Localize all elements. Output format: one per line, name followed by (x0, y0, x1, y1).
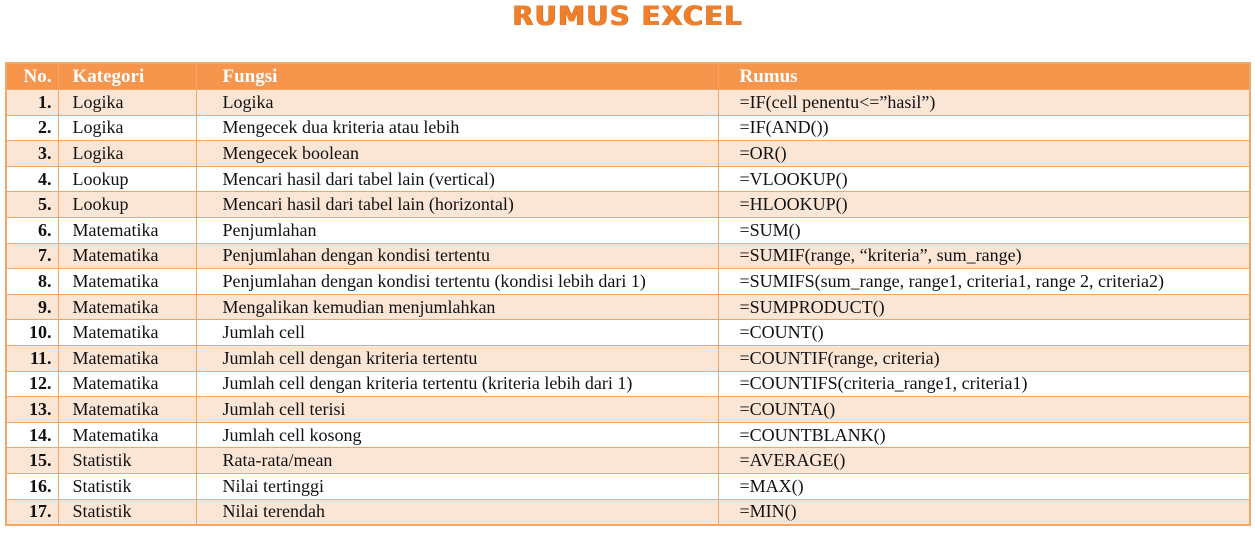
table-body (6, 90, 1250, 526)
cell-rumus: =IF(AND()) (718, 115, 1250, 141)
cell-rumus: =IF(cell penentu<=”hasil”) (718, 90, 1250, 116)
formula-table (5, 62, 1251, 526)
cell-fungsi: Jumlah cell terisi (196, 397, 718, 423)
cell-kategori: Matematika (58, 397, 196, 423)
column-header-kategori: Kategori (58, 63, 196, 90)
cell-no: 17. (6, 499, 58, 525)
cell-rumus: =OR() (718, 141, 1250, 167)
cell-rumus: =VLOOKUP() (718, 166, 1250, 192)
table-row (6, 269, 1250, 295)
table-row (6, 115, 1250, 141)
cell-no: 2. (6, 115, 58, 141)
cell-rumus: =AVERAGE() (718, 448, 1250, 474)
cell-fungsi: Logika (196, 90, 718, 116)
table-row (6, 397, 1250, 423)
cell-kategori: Lookup (58, 166, 196, 192)
cell-no: 4. (6, 166, 58, 192)
cell-no: 12. (6, 371, 58, 397)
cell-no: 8. (6, 269, 58, 295)
cell-fungsi: Jumlah cell (196, 320, 718, 346)
cell-rumus: =SUMIFS(sum_range, range1, criteria1, range 2, criteria2) (718, 269, 1250, 295)
cell-no: 16. (6, 473, 58, 499)
cell-rumus: =SUMIF(range, “kriteria”, sum_range) (718, 243, 1250, 269)
cell-rumus: =COUNTIFS(criteria_range1, criteria1) (718, 371, 1250, 397)
cell-no: 13. (6, 397, 58, 423)
table-row (6, 345, 1250, 371)
cell-rumus: =COUNTBLANK() (718, 422, 1250, 448)
table-row (6, 473, 1250, 499)
cell-kategori: Statistik (58, 448, 196, 474)
cell-kategori: Matematika (58, 217, 196, 243)
cell-fungsi: Mencari hasil dari tabel lain (horizontal) (196, 192, 718, 218)
header-row (6, 63, 1250, 90)
cell-rumus: =COUNT() (718, 320, 1250, 346)
cell-kategori: Statistik (58, 499, 196, 525)
table-row (6, 422, 1250, 448)
cell-rumus: =MIN() (718, 499, 1250, 525)
table-row (6, 90, 1250, 116)
table-row (6, 166, 1250, 192)
cell-kategori: Matematika (58, 422, 196, 448)
cell-rumus: =SUM() (718, 217, 1250, 243)
cell-fungsi: Mencari hasil dari tabel lain (vertical) (196, 166, 718, 192)
cell-no: 7. (6, 243, 58, 269)
cell-fungsi: Mengalikan kemudian menjumlahkan (196, 294, 718, 320)
cell-kategori: Matematika (58, 269, 196, 295)
column-header-no: No. (6, 63, 58, 90)
cell-no: 6. (6, 217, 58, 243)
cell-fungsi: Nilai tertinggi (196, 473, 718, 499)
column-header-rumus: Rumus (718, 63, 1250, 90)
cell-no: 15. (6, 448, 58, 474)
cell-fungsi: Penjumlahan dengan kondisi tertentu (kondisi lebih dari 1) (196, 269, 718, 295)
page-title: RUMUS EXCEL (512, 1, 743, 32)
cell-fungsi: Nilai terendah (196, 499, 718, 525)
table-row (6, 141, 1250, 167)
cell-kategori: Logika (58, 141, 196, 167)
table-row (6, 294, 1250, 320)
column-header-fungsi: Fungsi (196, 63, 718, 90)
cell-rumus: =COUNTA() (718, 397, 1250, 423)
cell-kategori: Logika (58, 115, 196, 141)
cell-no: 14. (6, 422, 58, 448)
cell-fungsi: Penjumlahan (196, 217, 718, 243)
cell-fungsi: Mengecek boolean (196, 141, 718, 167)
cell-kategori: Logika (58, 90, 196, 116)
table-row (6, 499, 1250, 525)
cell-kategori: Matematika (58, 243, 196, 269)
cell-fungsi: Penjumlahan dengan kondisi tertentu (196, 243, 718, 269)
cell-kategori: Statistik (58, 473, 196, 499)
cell-kategori: Matematika (58, 294, 196, 320)
cell-no: 11. (6, 345, 58, 371)
table-row (6, 192, 1250, 218)
table-row (6, 243, 1250, 269)
table-row (6, 320, 1250, 346)
cell-fungsi: Mengecek dua kriteria atau lebih (196, 115, 718, 141)
cell-rumus: =COUNTIF(range, criteria) (718, 345, 1250, 371)
cell-rumus: =MAX() (718, 473, 1250, 499)
table-row (6, 371, 1250, 397)
cell-no: 3. (6, 141, 58, 167)
table-row (6, 448, 1250, 474)
cell-fungsi: Jumlah cell kosong (196, 422, 718, 448)
cell-rumus: =HLOOKUP() (718, 192, 1250, 218)
cell-fungsi: Rata-rata/mean (196, 448, 718, 474)
table-header (6, 63, 1250, 90)
cell-no: 9. (6, 294, 58, 320)
cell-fungsi: Jumlah cell dengan kriteria tertentu (kriteria lebih dari 1) (196, 371, 718, 397)
cell-kategori: Matematika (58, 320, 196, 346)
cell-kategori: Lookup (58, 192, 196, 218)
cell-fungsi: Jumlah cell dengan kriteria tertentu (196, 345, 718, 371)
cell-no: 10. (6, 320, 58, 346)
cell-no: 5. (6, 192, 58, 218)
cell-rumus: =SUMPRODUCT() (718, 294, 1250, 320)
cell-no: 1. (6, 90, 58, 116)
table-row (6, 217, 1250, 243)
cell-kategori: Matematika (58, 345, 196, 371)
cell-kategori: Matematika (58, 371, 196, 397)
